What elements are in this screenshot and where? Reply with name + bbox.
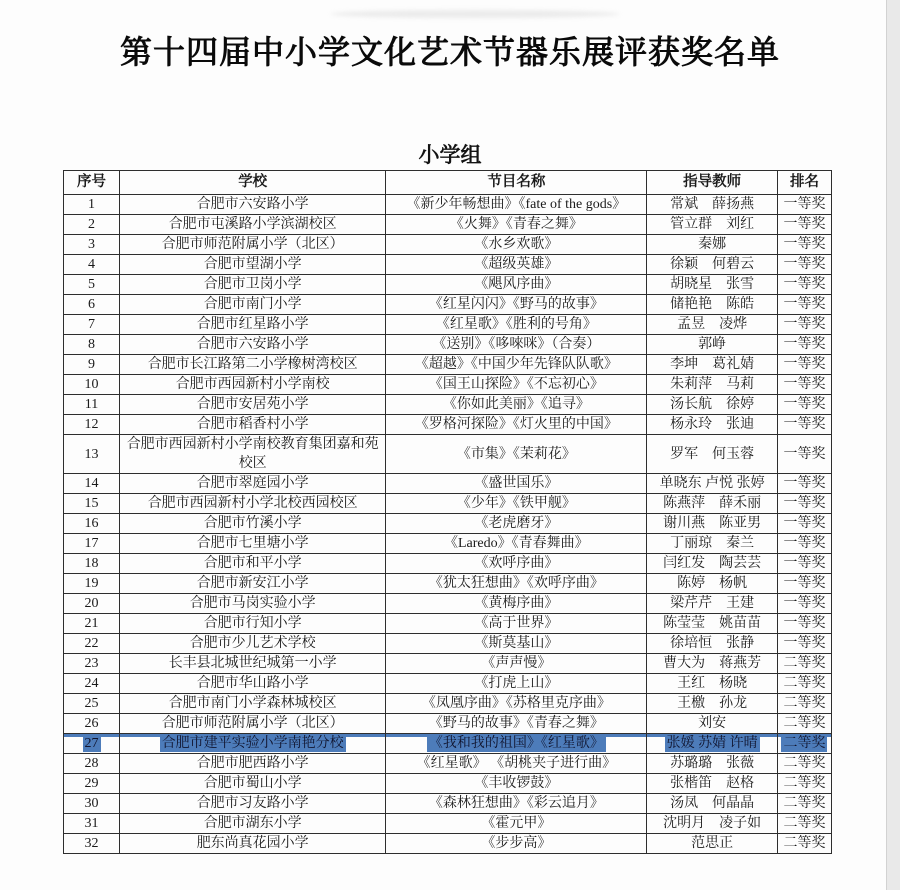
cell-teachers: 管立群 刘红: [647, 215, 778, 235]
award-table: [63, 170, 832, 854]
cell-no: 16: [64, 514, 120, 534]
cell-rank: 二等奖: [777, 754, 831, 774]
cell-rank: 一等奖: [777, 375, 831, 395]
selected-text: 《我和我的祖国》《红星歌》: [428, 736, 604, 751]
table-row: [64, 494, 832, 514]
cell-teachers: 罗军 何玉蓉: [647, 435, 778, 474]
cell-teachers: 陈燕萍 薛禾丽: [647, 494, 778, 514]
cell-teachers: 梁芹芹 王建: [647, 594, 778, 614]
cell-teachers: 杨永玲 张迪: [647, 415, 778, 435]
cell-no: 30: [64, 794, 120, 814]
cell-no: 11: [64, 395, 120, 415]
cell-no: 18: [64, 554, 120, 574]
cell-teachers: 范思正: [647, 834, 778, 854]
cell-program: 《市集》《茉莉花》: [386, 435, 647, 474]
cell-rank: 一等奖: [777, 295, 831, 315]
cell-school: 合肥市西园新村小学南校: [120, 375, 386, 395]
cell-no: 26: [64, 714, 120, 734]
table-row: [64, 794, 832, 814]
cell-rank: 一等奖: [777, 514, 831, 534]
cell-program: 《罗格河探险》《灯火里的中国》: [386, 415, 647, 435]
cell-program: 《飓风序曲》: [386, 275, 647, 295]
cell-rank: 一等奖: [777, 534, 831, 554]
cell-program: 《高于世界》: [386, 614, 647, 634]
table-row: [64, 674, 832, 694]
cell-no: 21: [64, 614, 120, 634]
cell-rank: 二等奖: [777, 674, 831, 694]
cell-teachers: 郭峥: [647, 335, 778, 355]
cell-no: 7: [64, 315, 120, 335]
cell-school: 合肥市蜀山小学: [120, 774, 386, 794]
page-title: 第十四届中小学文化艺术节器乐展评获奖名单: [119, 34, 780, 70]
column-header-0: 序号: [64, 171, 120, 195]
cell-no: 29: [64, 774, 120, 794]
cell-school: 合肥市六安路小学: [120, 195, 386, 215]
cell-teachers: 曹大为 蒋燕芳: [647, 654, 778, 674]
table-row: [64, 315, 832, 335]
table-row: [64, 754, 832, 774]
cell-rank: 一等奖: [777, 574, 831, 594]
cell-no: 10: [64, 375, 120, 395]
cell-teachers: 张楷笛 赵格: [647, 774, 778, 794]
cell-no: 15: [64, 494, 120, 514]
cell-teachers: 储艳艳 陈皓: [647, 295, 778, 315]
cell-school: 合肥市肥西路小学: [120, 754, 386, 774]
table-row: [64, 574, 832, 594]
cell-no: 6: [64, 295, 120, 315]
cell-no: 28: [64, 754, 120, 774]
cell-school: 合肥市西园新村小学南校教育集团嘉和苑校区: [120, 435, 386, 474]
cell-teachers: 汤凤 何晶晶: [647, 794, 778, 814]
column-header-2: 节目名称: [386, 171, 647, 195]
cell-teachers: 陈莹莹 姚苗苗: [647, 614, 778, 634]
cell-no: 19: [64, 574, 120, 594]
cell-school: [120, 734, 386, 754]
cell-program: 《声声慢》: [386, 654, 647, 674]
cell-rank: 一等奖: [777, 275, 831, 295]
cell-teachers: 胡晓星 张雪: [647, 275, 778, 295]
cell-school: 合肥市竹溪小学: [120, 514, 386, 534]
cell-no: 22: [64, 634, 120, 654]
table-row: [64, 335, 832, 355]
cell-school: 合肥市新安江小学: [120, 574, 386, 594]
cell-teachers: 陈婷 杨帆: [647, 574, 778, 594]
cell-teachers: 丁丽琼 秦兰: [647, 534, 778, 554]
cell-rank: 一等奖: [777, 315, 831, 335]
cell-rank: 二等奖: [777, 814, 831, 834]
table-row: [64, 215, 832, 235]
cell-teachers: 王红 杨晓: [647, 674, 778, 694]
cell-teachers: 徐培恒 张静: [647, 634, 778, 654]
cell-school: 合肥市少儿艺术学校: [120, 634, 386, 654]
cell-program: 《欢呼序曲》: [386, 554, 647, 574]
cell-program: 《森林狂想曲》《彩云追月》: [386, 794, 647, 814]
cell-rank: 一等奖: [777, 195, 831, 215]
cell-teachers: 刘安: [647, 714, 778, 734]
cell-program: 《你如此美丽》《追寻》: [386, 395, 647, 415]
cell-rank: 一等奖: [777, 335, 831, 355]
section-title: 小学组: [418, 143, 482, 167]
selected-text: 27: [84, 736, 99, 751]
cell-no: 13: [64, 435, 120, 474]
cell-rank: 二等奖: [777, 714, 831, 734]
cell-rank: 二等奖: [777, 794, 831, 814]
cell-school: 合肥市望湖小学: [120, 255, 386, 275]
cell-no: 2: [64, 215, 120, 235]
table-row: [64, 435, 832, 474]
cell-program: 《斯莫基山》: [386, 634, 647, 654]
table-row: [64, 614, 832, 634]
cell-school: 长丰县北城世纪城第一小学: [120, 654, 386, 674]
cell-no: 9: [64, 355, 120, 375]
cell-program: 《红星歌》 《胡桃夹子进行曲》: [386, 754, 647, 774]
cell-rank: 一等奖: [777, 235, 831, 255]
cell-program: 《丰收锣鼓》: [386, 774, 647, 794]
cell-no: 12: [64, 415, 120, 435]
cell-rank: [777, 734, 831, 754]
cell-school: 合肥市湖东小学: [120, 814, 386, 834]
cell-program: 《国王山探险》《不忘初心》: [386, 375, 647, 395]
page-edge-shadow: [886, 0, 900, 890]
cell-rank: 一等奖: [777, 494, 831, 514]
cell-teachers: 朱莉萍 马莉: [647, 375, 778, 395]
cell-rank: 一等奖: [777, 594, 831, 614]
cell-teachers: 单晓东 卢悦 张婷: [647, 474, 778, 494]
cell-rank: 一等奖: [777, 355, 831, 375]
column-header-3: 指导教师: [647, 171, 778, 195]
table-row: [64, 375, 832, 395]
column-header-1: 学校: [120, 171, 386, 195]
cell-no: [64, 734, 120, 754]
table-row: [64, 734, 832, 754]
cell-no: 14: [64, 474, 120, 494]
cell-school: 合肥市卫岗小学: [120, 275, 386, 295]
cell-rank: 一等奖: [777, 554, 831, 574]
selected-text: 二等奖: [783, 736, 826, 751]
cell-rank: 一等奖: [777, 255, 831, 275]
cell-school: 合肥市师范附属小学（北区）: [120, 235, 386, 255]
table-row: [64, 255, 832, 275]
cell-program: 《Laredo》《青春舞曲》: [386, 534, 647, 554]
cell-no: 5: [64, 275, 120, 295]
cell-school: 合肥市长江路第二小学橡树湾校区: [120, 355, 386, 375]
cell-teachers: [647, 734, 778, 754]
cell-school: 合肥市屯溪路小学滨湖校区: [120, 215, 386, 235]
table-row: [64, 774, 832, 794]
cell-teachers: 徐颖 何碧云: [647, 255, 778, 275]
cell-school: 合肥市稻香村小学: [120, 415, 386, 435]
table-row: [64, 814, 832, 834]
cell-no: 32: [64, 834, 120, 854]
table-row: [64, 295, 832, 315]
table-row: [64, 634, 832, 654]
cell-school: 合肥市师范附属小学（北区）: [120, 714, 386, 734]
cell-rank: 一等奖: [777, 614, 831, 634]
cell-school: 合肥市行知小学: [120, 614, 386, 634]
cell-teachers: 苏璐璐 张薇: [647, 754, 778, 774]
cell-rank: 一等奖: [777, 415, 831, 435]
cell-teachers: 闫红发 陶芸芸: [647, 554, 778, 574]
cell-program: 《超级英雄》: [386, 255, 647, 275]
cell-teachers: 秦娜: [647, 235, 778, 255]
cell-program: 《霍元甲》: [386, 814, 647, 834]
cell-school: 合肥市红星路小学: [120, 315, 386, 335]
cell-no: 24: [64, 674, 120, 694]
cell-program: 《老虎磨牙》: [386, 514, 647, 534]
table-row: [64, 654, 832, 674]
cell-teachers: 谢川燕 陈亚男: [647, 514, 778, 534]
cell-school: 合肥市和平小学: [120, 554, 386, 574]
cell-program: 《火舞》《青春之舞》: [386, 215, 647, 235]
cell-no: 23: [64, 654, 120, 674]
cell-rank: 二等奖: [777, 774, 831, 794]
cell-rank: 一等奖: [777, 435, 831, 474]
cell-school: 合肥市安居苑小学: [120, 395, 386, 415]
table-row: [64, 714, 832, 734]
cell-teachers: 沈明月 凌子如: [647, 814, 778, 834]
cell-school: 合肥市南门小学: [120, 295, 386, 315]
cell-teachers: 李坤 葛礼婧: [647, 355, 778, 375]
selected-text: 合肥市建平实验小学南艳分校: [161, 736, 344, 751]
table-header-row: [64, 171, 832, 195]
cell-school: 肥东尚真花园小学: [120, 834, 386, 854]
cell-program: 《凤凰序曲》《苏格里克序曲》: [386, 694, 647, 714]
table-row: [64, 355, 832, 375]
cell-program: [386, 734, 647, 754]
cell-no: 20: [64, 594, 120, 614]
cell-rank: 一等奖: [777, 634, 831, 654]
table-row: [64, 415, 832, 435]
cell-no: 25: [64, 694, 120, 714]
cell-no: 1: [64, 195, 120, 215]
cell-no: 3: [64, 235, 120, 255]
cell-no: 4: [64, 255, 120, 275]
cell-teachers: 常斌 薛扬燕: [647, 195, 778, 215]
cell-school: 合肥市马岗实验小学: [120, 594, 386, 614]
selected-text: 张媛 苏婧 许晴: [666, 736, 758, 751]
cell-no: 17: [64, 534, 120, 554]
cell-program: 《犹太狂想曲》《欢呼序曲》: [386, 574, 647, 594]
cell-rank: 二等奖: [777, 834, 831, 854]
cell-school: 合肥市七里塘小学: [120, 534, 386, 554]
column-header-4: 排名: [777, 171, 831, 195]
cell-rank: 一等奖: [777, 395, 831, 415]
cell-program: 《水乡欢歌》: [386, 235, 647, 255]
table-row: [64, 594, 832, 614]
cell-rank: 二等奖: [777, 694, 831, 714]
cell-program: 《盛世国乐》: [386, 474, 647, 494]
cell-rank: 一等奖: [777, 474, 831, 494]
table-row: [64, 514, 832, 534]
cell-school: 合肥市习友路小学: [120, 794, 386, 814]
cell-rank: 二等奖: [777, 654, 831, 674]
cell-teachers: 孟昱 凌烨: [647, 315, 778, 335]
scan-artifact: [330, 10, 620, 18]
table-row: [64, 195, 832, 215]
table-row: [64, 554, 832, 574]
cell-program: 《步步高》: [386, 834, 647, 854]
cell-teachers: 汤长航 徐婷: [647, 395, 778, 415]
table-row: [64, 534, 832, 554]
table-row: [64, 395, 832, 415]
cell-program: 《超越》《中国少年先锋队队歌》: [386, 355, 647, 375]
cell-program: 《红星闪闪》《野马的故事》: [386, 295, 647, 315]
cell-school: 合肥市西园新村小学北校西园校区: [120, 494, 386, 514]
cell-teachers: 王檄 孙龙: [647, 694, 778, 714]
table-row: [64, 474, 832, 494]
table-row: [64, 834, 832, 854]
cell-no: 8: [64, 335, 120, 355]
cell-school: 合肥市六安路小学: [120, 335, 386, 355]
cell-program: 《少年》《铁甲舰》: [386, 494, 647, 514]
cell-school: 合肥市南门小学森林城校区: [120, 694, 386, 714]
cell-program: 《新少年畅想曲》《fate of the gods》: [386, 195, 647, 215]
table-row: [64, 235, 832, 255]
cell-program: 《红星歌》《胜利的号角》: [386, 315, 647, 335]
cell-rank: 一等奖: [777, 215, 831, 235]
cell-program: 《打虎上山》: [386, 674, 647, 694]
table-row: [64, 694, 832, 714]
cell-program: 《野马的故事》《青春之舞》: [386, 714, 647, 734]
cell-program: 《黄梅序曲》: [386, 594, 647, 614]
cell-no: 31: [64, 814, 120, 834]
cell-school: 合肥市翠庭园小学: [120, 474, 386, 494]
cell-program: 《送别》《哆唻咪》（合奏）: [386, 335, 647, 355]
table-row: [64, 275, 832, 295]
cell-school: 合肥市华山路小学: [120, 674, 386, 694]
